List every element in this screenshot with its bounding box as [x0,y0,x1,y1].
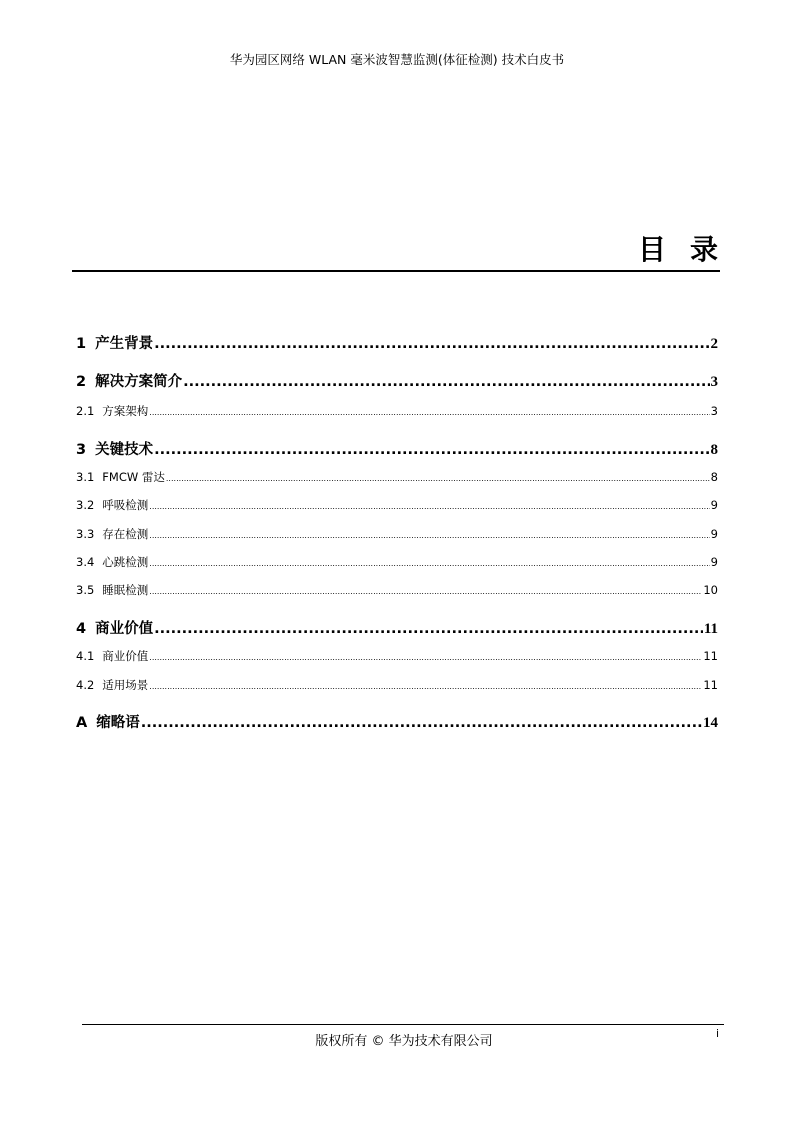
toc-entry-number: 3.3 [76,527,95,541]
toc-entry[interactable] [76,497,718,513]
dot-leader [141,715,702,731]
toc-entry-label: 商业价值 [95,621,154,637]
toc-entry[interactable] [76,711,718,732]
footer-rule [82,1024,724,1025]
dot-leader [149,649,702,663]
toc-entry-page: 3 [710,404,718,418]
page-number: i [716,1027,720,1040]
toc-entry-label: 缩略语 [96,715,140,731]
toc-entry-number: 4.2 [76,678,95,692]
toc-entry-number: 2.1 [76,404,95,418]
toc-entry[interactable] [76,617,718,638]
dot-leader [149,498,709,512]
dot-leader [149,678,702,692]
toc-entry-page: 9 [710,527,718,541]
toc-entry[interactable] [76,469,718,485]
footer-copyright: 版权所有 © 华为技术有限公司 [315,1034,493,1049]
toc-entry-number: 3 [76,442,87,458]
toc-entry-number: 3.4 [76,555,95,569]
toc-entry-label: 关键技术 [95,442,154,458]
toc-entry-page: 8 [710,442,718,458]
toc-entry-label: 存在检测 [102,527,149,541]
toc-entry-page: 14 [703,715,718,731]
toc-entry[interactable] [76,677,718,693]
toc-entry-label: 心跳检测 [102,555,149,569]
toc-entry-label: 解决方案简介 [95,374,183,390]
toc-entry-label: FMCW 雷达 [102,470,165,484]
toc-entry-page: 2 [710,336,718,352]
toc-entry-number: 4 [76,621,87,637]
toc-entry-page: 11 [703,649,718,663]
toc-entry-label: 睡眠检测 [102,583,149,597]
running-header: 华为园区网络 WLAN 毫米波智慧监测(体征检测) 技术白皮书 [229,52,565,67]
dot-leader [149,555,709,569]
toc-entry-page: 8 [710,470,718,484]
toc-entry-number: 4.1 [76,649,95,663]
toc-entry-number: A [76,715,88,731]
toc-entry-number: 3.1 [76,470,95,484]
toc-entry[interactable] [76,648,718,664]
toc-entry-number: 2 [76,374,87,390]
dot-leader [149,404,709,418]
toc-entry[interactable] [76,332,718,353]
title-rule [72,270,720,272]
toc-entry[interactable] [76,582,718,598]
toc-entry-label: 产生背景 [95,336,154,352]
toc-entry-label: 方案架构 [102,404,149,418]
toc-entry-number: 3.2 [76,498,95,512]
dot-leader [183,374,709,390]
toc-entry-page: 10 [703,583,718,597]
dot-leader [149,583,702,597]
toc-entry-number: 3.5 [76,583,95,597]
toc-entry-number: 1 [76,336,87,352]
toc-entry[interactable] [76,526,718,542]
toc-entry-page: 9 [710,498,718,512]
toc-entry[interactable] [76,554,718,570]
toc-entry-page: 3 [710,374,718,390]
toc-entry[interactable] [76,403,718,419]
toc-entry-page: 11 [703,621,718,637]
dot-leader [154,442,709,458]
toc-entry-page: 11 [703,678,718,692]
dot-leader [149,527,709,541]
dot-leader [154,621,703,637]
toc-entry-page: 9 [710,555,718,569]
toc-entry[interactable] [76,370,718,391]
toc-entry-label: 商业价值 [102,649,149,663]
toc-entry-label: 适用场景 [102,678,149,692]
toc-entry[interactable] [76,438,718,459]
dot-leader [166,470,710,484]
dot-leader [154,336,709,352]
toc-title: 目录 [637,233,742,266]
toc-entry-label: 呼吸检测 [102,498,149,512]
